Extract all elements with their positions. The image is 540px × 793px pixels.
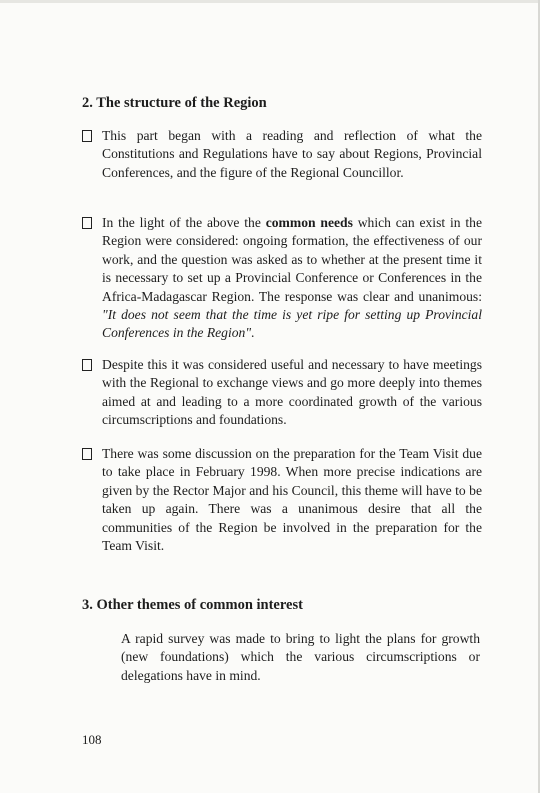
section-heading-structure: 2. The structure of the Region xyxy=(82,95,267,111)
page-top-edge xyxy=(0,0,540,3)
checkbox-bullet-icon xyxy=(82,217,92,229)
bullet-text-intro: In the light of the above the xyxy=(102,215,266,230)
checkbox-bullet-icon xyxy=(82,130,92,142)
checkbox-bullet-icon xyxy=(82,359,92,371)
bullet-item xyxy=(82,127,482,182)
section-heading-other-themes: 3. Other themes of common interest xyxy=(82,597,303,613)
bold-phrase: common needs xyxy=(265,215,353,230)
bullet-text-end: . xyxy=(251,325,255,341)
bullet-item xyxy=(82,356,482,430)
body-paragraph: A rapid survey was made to bring to light the plans for growth (new foundations) which the various circumscriptions or delegations have in mind. xyxy=(121,631,480,683)
bullet-text: This part began with a reading and reflection of what the Constitutions and Regulations have to say about Regions, Provincial Conferences, and the figure of the Regional Councillor. xyxy=(102,128,482,180)
bullet-item xyxy=(82,214,482,343)
bullet-text xyxy=(102,214,482,343)
bullet-item xyxy=(82,445,482,555)
italic-quote: "It does not seem that the time is yet ripe for setting up Provincial Conferences in the Region" xyxy=(102,307,482,341)
bullet-text: Despite this it was considered useful and necessary to have meetings with the Regional to exchange views and go more deeply into themes aimed at and leading to a more coordinated growth of the various circumscriptions and foundations. xyxy=(102,357,482,428)
checkbox-bullet-icon xyxy=(82,448,92,460)
bullet-text-body: which can exist in the Region were considered: ongoing formation, the effectiveness of our work, and the question was asked as to whether at the present time it is necessary to set up a Provincial Conference or Conferences in the Africa-Madagascar Region. The response was clear and unanimous: xyxy=(102,215,483,304)
bullet-text: There was some discussion on the preparation for the Team Visit due to take place in February 1998. When more precise indications are given by the Rector Major and his Council, this theme will have to be taken up again. There was a unanimous desire that all the communities of the Region be involved in the preparation for the Team Visit. xyxy=(102,446,482,554)
page-number: 108 xyxy=(82,732,102,747)
